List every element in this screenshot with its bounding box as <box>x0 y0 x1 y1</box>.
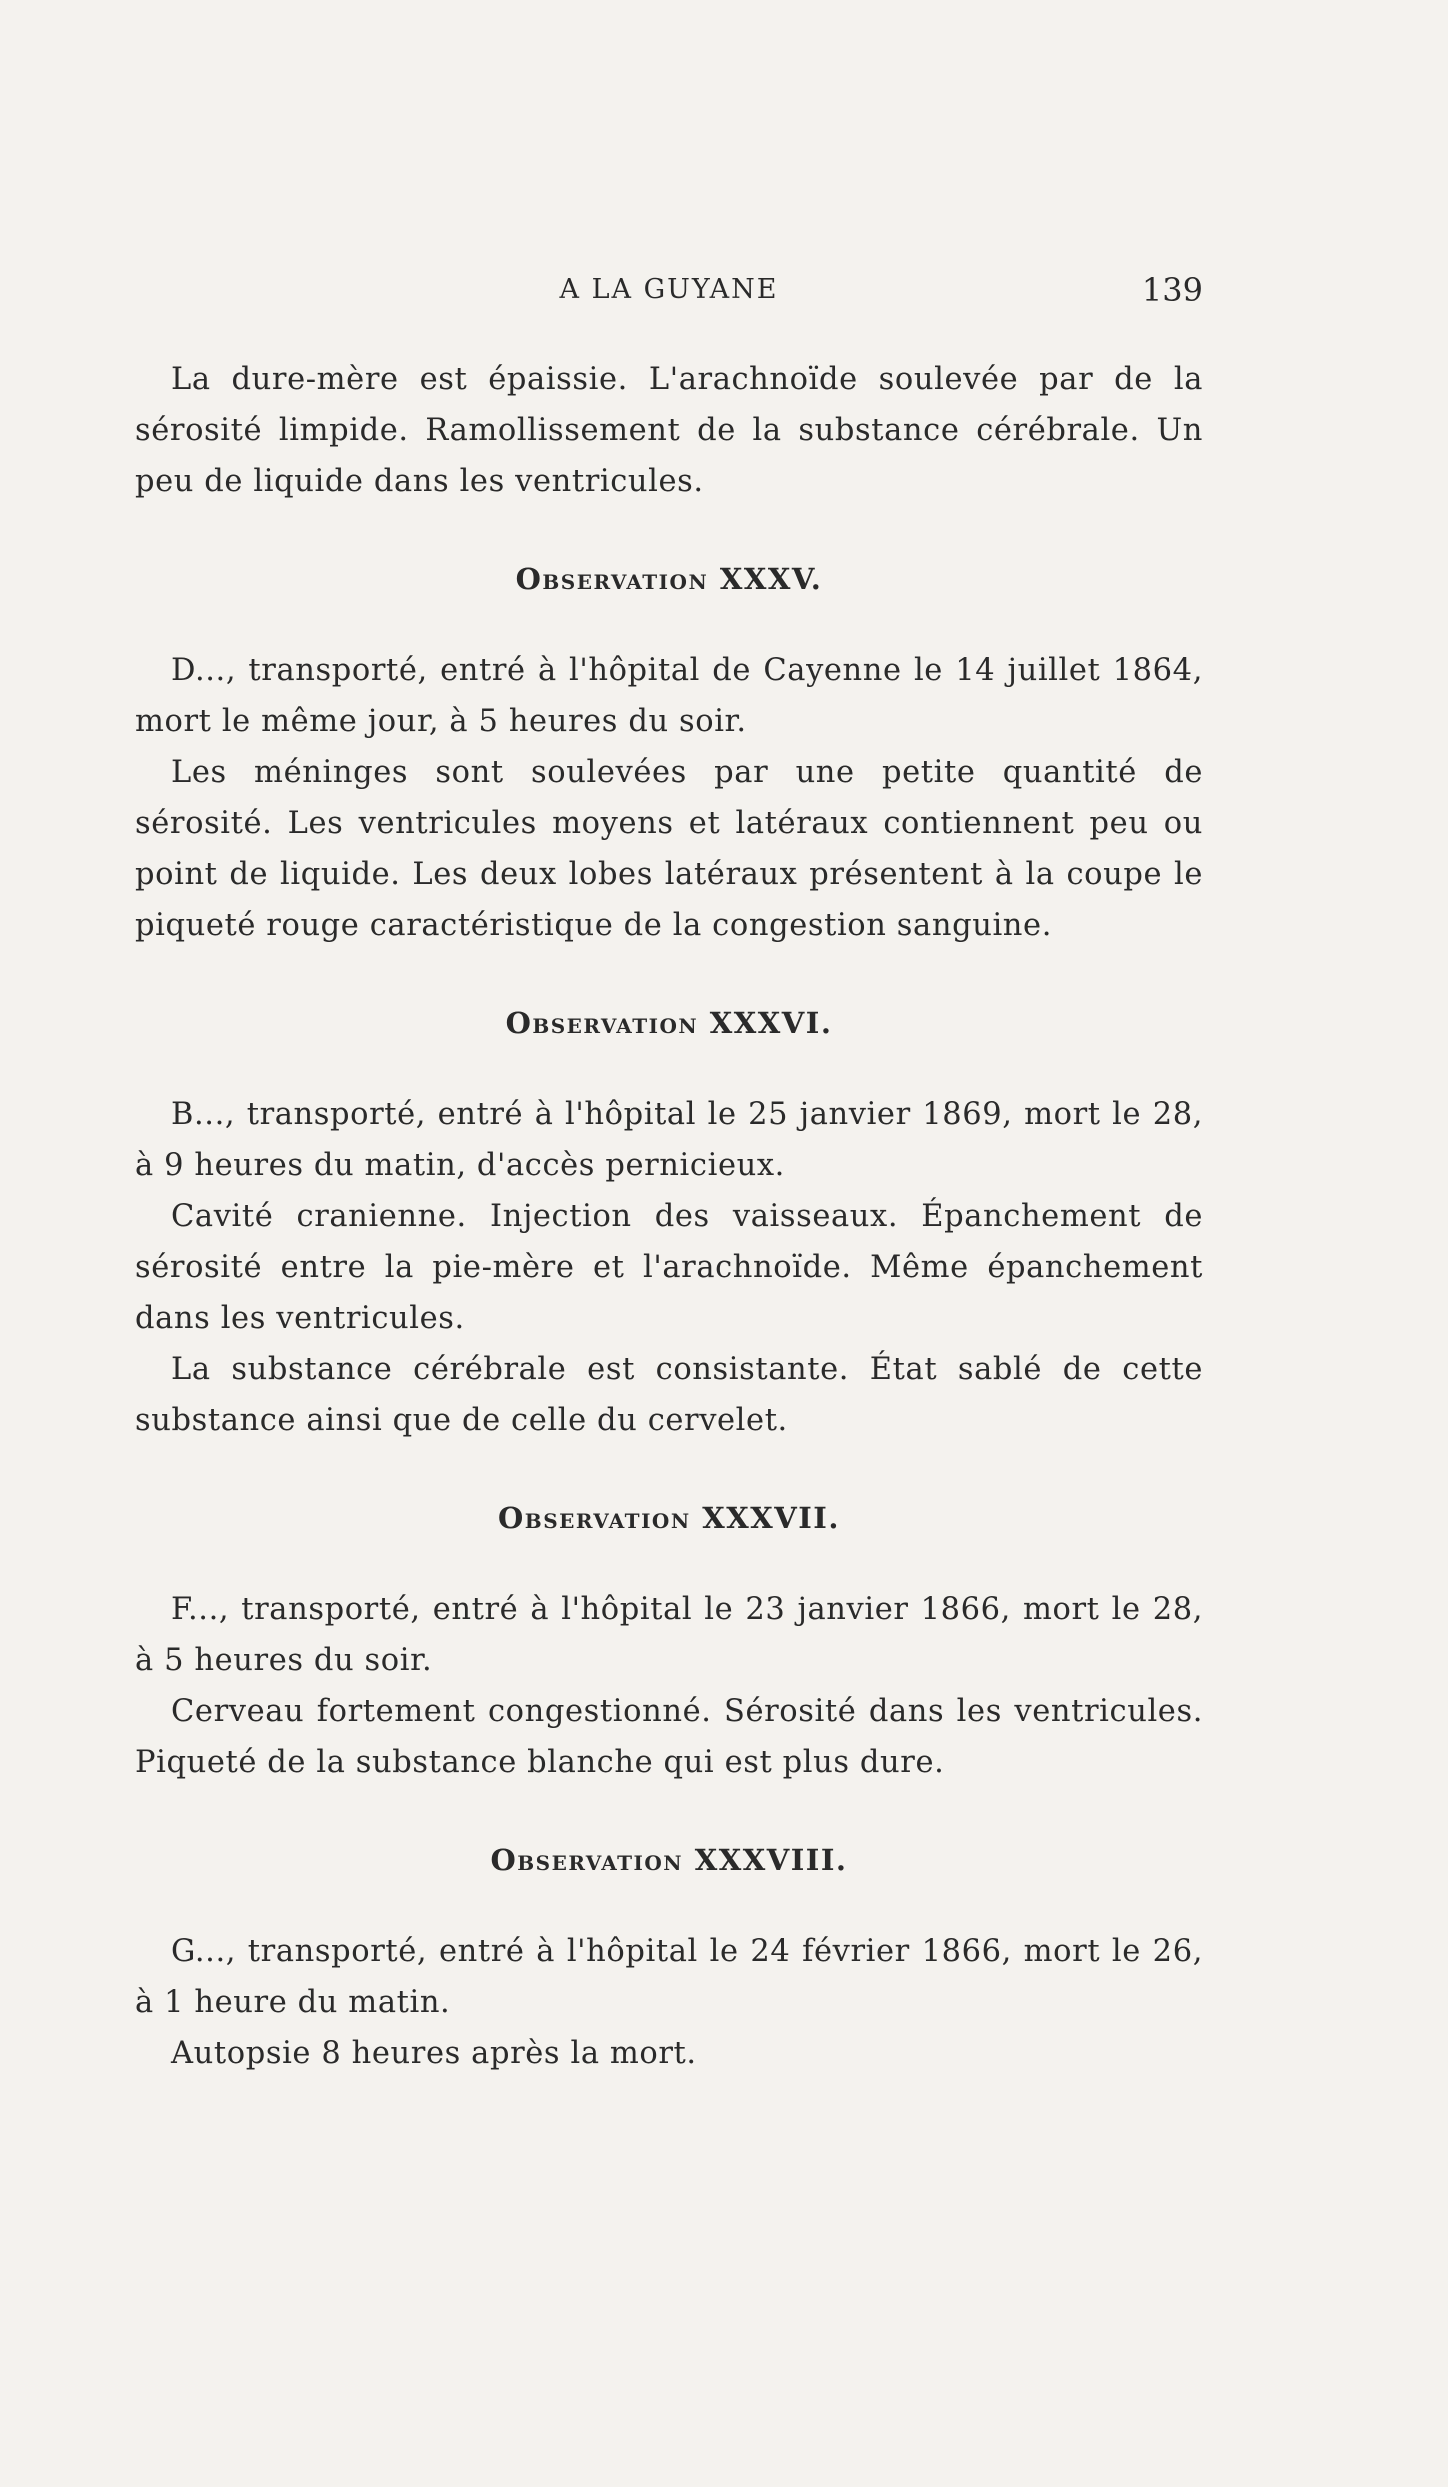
paragraph: La substance cérébrale est consistante. État sablé de cette substance ainsi que de celle du cervelet. <box>135 1352 1203 1438</box>
paragraph: La dure-mère est épaissie. L'arachnoïde soulevée par de la sérosité limpide. Ramollissement de la substance cérébrale. Un peu de liquide dans les ventricules. <box>135 362 1203 499</box>
observation-heading: Observation XXXVI. <box>505 1006 833 1040</box>
observation-heading: Observation XXXV. <box>515 562 823 596</box>
paragraph: Cerveau fortement congestionné. Sérosité dans les ventricules. Piqueté de la substance blanche qui est plus dure. <box>135 1694 1203 1780</box>
paragraph: Cavité cranienne. Injection des vaisseaux. Épanchement de sérosité entre la pie-mère et l'arachnoïde. Même épanchement dans les ventricules. <box>135 1199 1203 1336</box>
page-body <box>135 354 1203 2079</box>
observation-heading: Observation XXXVII. <box>498 1501 840 1535</box>
page-number: 139 <box>1141 271 1203 309</box>
paragraph: B..., transporté, entré à l'hôpital le 25 janvier 1869, mort le 28, à 9 heures du matin, d'accès pernicieux. <box>135 1097 1203 1183</box>
running-title: A LA GUYANE <box>559 274 779 305</box>
paragraph: F..., transporté, entré à l'hôpital le 23 janvier 1866, mort le 28, à 5 heures du soir. <box>135 1592 1203 1678</box>
paragraph: D..., transporté, entré à l'hôpital de Cayenne le 14 juillet 1864, mort le même jour, à 5 heures du soir. <box>135 653 1203 739</box>
paragraph: G..., transporté, entré à l'hôpital le 24 février 1866, mort le 26, à 1 heure du matin. <box>135 1934 1203 2020</box>
paragraph: Autopsie 8 heures après la mort. <box>171 2036 697 2071</box>
page-header <box>135 268 1203 312</box>
observation-heading: Observation XXXVIII. <box>490 1843 848 1877</box>
paragraph: Les méninges sont soulevées par une petite quantité de sérosité. Les ventricules moyens et latéraux contiennent peu ou point de liquide. Les deux lobes latéraux présentent à la coupe le piqueté rouge caractéristique de la congestion sanguine. <box>135 755 1203 943</box>
